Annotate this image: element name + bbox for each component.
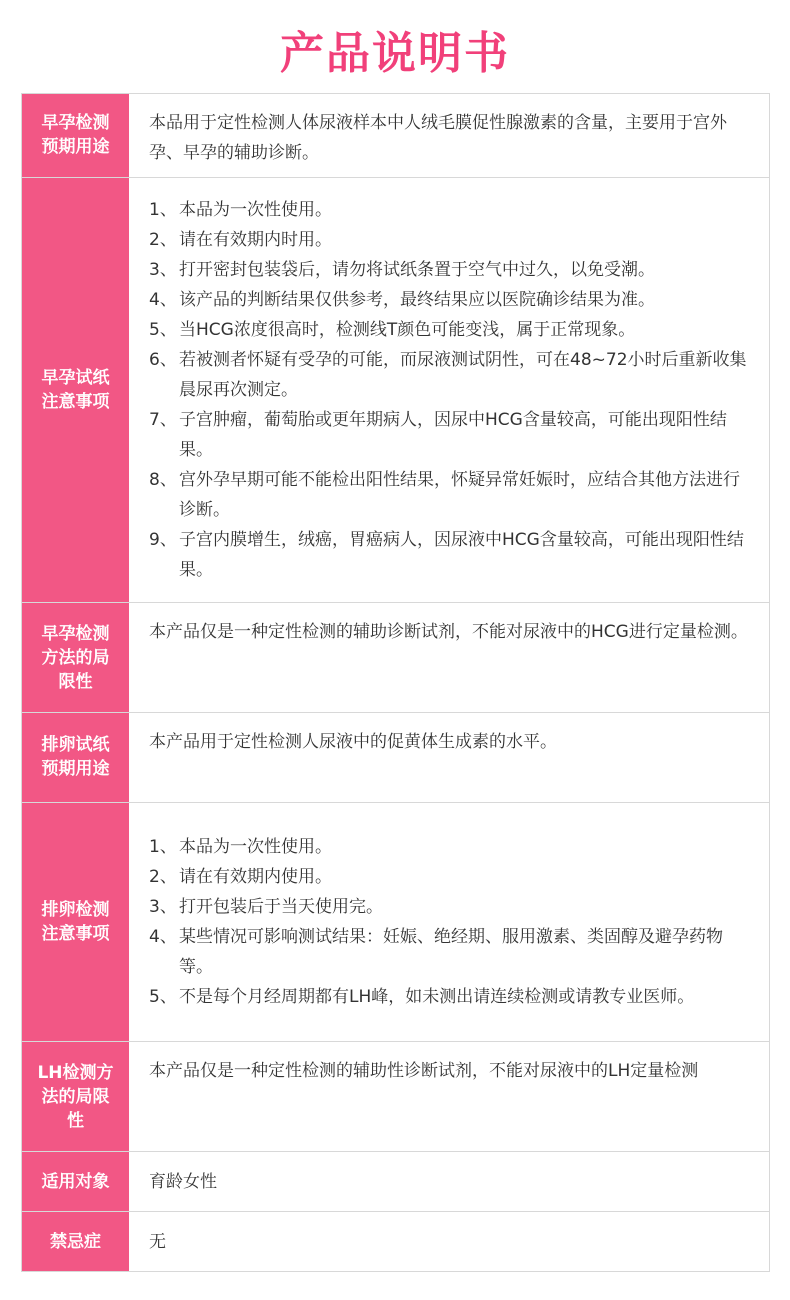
list-text: 打开包装后于当天使用完。 <box>179 897 383 918</box>
list-text: 某些情况可影响测试结果：妊娠、绝经期、服用激素、类固醇及避孕药物等。 <box>179 927 723 978</box>
instruction-table <box>21 93 770 1272</box>
row-content <box>129 1042 769 1151</box>
row-label: 适用对象 <box>22 1152 129 1211</box>
table-row-target-users <box>22 1152 769 1212</box>
list-item <box>149 892 751 922</box>
list-item <box>149 982 751 1012</box>
list-item <box>149 345 751 405</box>
list-text: 请在有效期内时用。 <box>179 230 332 250</box>
list-number: 3、 <box>149 260 177 280</box>
list-item <box>149 862 751 892</box>
row-label: 早孕检测 预期用途 <box>22 94 129 177</box>
list-number: 5、 <box>149 987 177 1008</box>
list-item <box>149 922 751 982</box>
list-text: 请在有效期内使用。 <box>179 867 332 888</box>
list-number: 2、 <box>149 230 177 250</box>
row-text: 本产品用于定性检测人尿液中的促黄体生成素的水平。 <box>149 731 557 752</box>
list-number: 1、 <box>149 837 177 858</box>
row-content <box>129 178 769 602</box>
row-content <box>129 603 769 712</box>
row-label: 排卵检测 注意事项 <box>22 803 129 1042</box>
row-content <box>129 713 769 802</box>
list-number: 9、 <box>149 530 177 550</box>
table-row-pregnancy-limitations <box>22 603 769 713</box>
list-text: 本品为一次性使用。 <box>179 200 332 220</box>
row-text: 育龄女性 <box>149 1171 217 1192</box>
row-text: 本产品仅是一种定性检测的辅助性诊断试剂，不能对尿液中的LH定量检测 <box>149 1061 699 1082</box>
row-text: 本品用于定性检测人体尿液样本中人绒毛膜促性腺激素的含量，主要用于宫外孕、早孕的辅助诊断。 <box>149 113 727 163</box>
list-item <box>149 832 751 862</box>
list-text: 若被测者怀疑有受孕的可能，而尿液测试阴性，可在48~72小时后重新收集晨尿再次测定。 <box>179 350 747 400</box>
row-text: 本产品仅是一种定性检测的辅助诊断试剂，不能对尿液中的HCG进行定量检测。 <box>149 622 748 643</box>
list-item <box>149 405 751 465</box>
list-item <box>149 285 751 315</box>
list-number: 2、 <box>149 867 177 888</box>
table-row-ovulation-intended-use <box>22 713 769 803</box>
table-row-contraindications <box>22 1212 769 1271</box>
row-label: 禁忌症 <box>22 1212 129 1271</box>
list-text: 子宫肿瘤，葡萄胎或更年期病人，因尿中HCG含量较高，可能出现阳性结果。 <box>179 410 727 460</box>
list-number: 6、 <box>149 350 177 370</box>
list-text: 本品为一次性使用。 <box>179 837 332 858</box>
list-number: 7、 <box>149 410 177 430</box>
table-row-pregnancy-intended-use <box>22 94 769 178</box>
list-number: 4、 <box>149 927 177 948</box>
row-content <box>129 803 769 1042</box>
list-item <box>149 195 751 225</box>
row-text: 无 <box>149 1231 166 1252</box>
list-item <box>149 525 751 585</box>
list-number: 8、 <box>149 470 177 490</box>
table-row-pregnancy-precautions <box>22 178 769 603</box>
row-label: LH检测方 法的局限 性 <box>22 1042 129 1151</box>
row-label: 早孕检测 方法的局 限性 <box>22 603 129 712</box>
row-content <box>129 1212 769 1271</box>
list-item <box>149 255 751 285</box>
row-content <box>129 1152 769 1211</box>
list-text: 打开密封包装袋后，请勿将试纸条置于空气中过久，以免受潮。 <box>179 260 655 280</box>
list-item <box>149 315 751 345</box>
row-content <box>129 94 769 177</box>
list-number: 3、 <box>149 897 177 918</box>
page-title: 产品说明书 <box>280 28 510 79</box>
list-text: 宫外孕早期可能不能检出阳性结果，怀疑异常妊娠时，应结合其他方法进行诊断。 <box>179 470 740 520</box>
list-item <box>149 225 751 255</box>
list-text: 当HCG浓度很高时，检测线T颜色可能变浅，属于正常现象。 <box>179 320 636 340</box>
list-number: 4、 <box>149 290 177 310</box>
row-label: 早孕试纸 注意事项 <box>22 178 129 602</box>
list-text: 不是每个月经周期都有LH峰，如未测出请连续检测或请教专业医师。 <box>179 987 695 1008</box>
table-row-ovulation-precautions <box>22 803 769 1043</box>
list-number: 5、 <box>149 320 177 340</box>
list-text: 该产品的判断结果仅供参考，最终结果应以医院确诊结果为准。 <box>179 290 655 310</box>
list-item <box>149 465 751 525</box>
list-text: 子宫内膜增生，绒癌，胃癌病人，因尿液中HCG含量较高，可能出现阳性结果。 <box>179 530 744 580</box>
row-label: 排卵试纸 预期用途 <box>22 713 129 802</box>
table-row-lh-limitations <box>22 1042 769 1152</box>
list-number: 1、 <box>149 200 177 220</box>
